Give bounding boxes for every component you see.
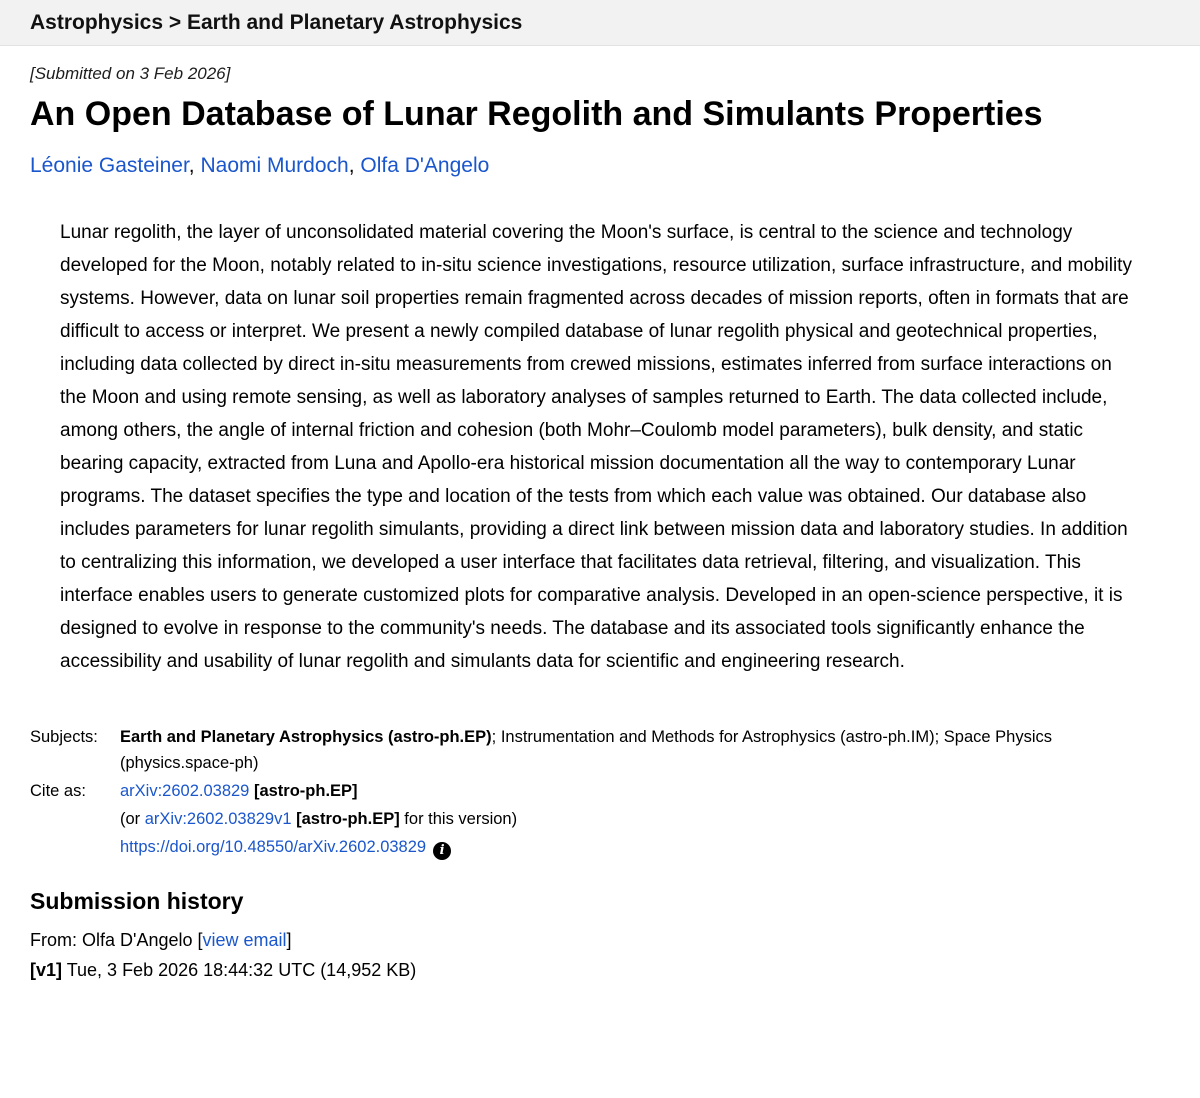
version-timestamp: Tue, 3 Feb 2026 18:44:32 UTC (14,952 KB) [66,960,417,981]
authors-line [30,154,1168,178]
header-bar [0,0,1200,46]
author-link[interactable]: Olfa D'Angelo [360,154,490,178]
version-tag: [v1] [30,960,63,981]
version-suffix: for this version) [399,810,518,829]
cite-as-value [120,778,1168,862]
breadcrumb-category: Earth and Planetary Astrophysics [186,11,523,34]
subjects-label: Subjects: [30,728,98,747]
breadcrumb [30,11,1170,35]
cite-as-row [30,778,1168,862]
submission-v1-line [30,955,1168,985]
subjects-value [120,724,1168,776]
abstract-text: Lunar regolith, the layer of unconsolidated material covering the Moon's surface, is central to the science and technology developed for the Moon, notably related to in-situ science investigations, resource utilization, surface infrastructure, and mobility systems. However, data on lunar soil properties remain fragmented across decades of mission reports, often in formats that are difficult to access or interpret. We present a newly compiled database of lunar regolith physical and geotechnical properties, including data collected by direct in-situ measurements from crewed missions, estimates inferred from surface interactions on the Moon and using remote sensing, as well as laboratory analyses of samples returned to Earth. The data collected include, among others, the angle of internal friction and cohesion (both Mohr–Coulomb model parameters), bulk density, and static bearing capacity, extracted from Luna and Apollo-era historical mission documentation all the way to contemporary Lunar programs. The dataset specifies the type and location of the tests from which each value was obtained. Our database also includes parameters for lunar regolith simulants, providing a direct link between mission data and laboratory studies. In addition to centralizing this information, we developed a user interface that facilitates data retrieval, filtering, and visualization. This interface enables users to generate customized plots for comparative analysis. Developed in an open-science perspective, it is designed to evolve in response to the community's needs. The database and its associated tools significantly enhance the accessibility and usability of lunar regolith and simulants data for scientific and engineering research. [60,222,1132,673]
subjects-row [30,724,1168,776]
version-prefix: (or [120,810,145,829]
submission-history-heading: Submission history [30,888,244,915]
breadcrumb-separator: > [163,11,187,34]
version-category: [astro-ph.EP] [296,810,400,829]
cite-as-label: Cite as: [30,782,86,801]
from-suffix: ] [286,930,292,951]
author-separator: , [348,154,361,178]
arxiv-id-link[interactable]: arXiv:2602.03829 [120,782,250,801]
breadcrumb-archive-link[interactable]: Astrophysics [30,11,164,34]
doi-line [120,834,1168,860]
author-link[interactable]: Naomi Murdoch [200,154,349,178]
submission-from-line [30,925,1168,955]
abstract-content [0,64,1200,1015]
author-separator: , [188,154,201,178]
info-icon[interactable]: i [433,842,451,860]
primary-subject: Earth and Planetary Astrophysics (astro-ph.EP) [120,728,492,747]
paper-title: An Open Database of Lunar Regolith and Simulants Properties [30,95,1043,133]
abstract-block [60,216,1140,678]
arxiv-id-line [120,778,1168,804]
from-text: From: Olfa D'Angelo [ [30,930,203,951]
secondary-subjects: ; Instrumentation and Methods for Astrophysics (astro-ph.IM); Space Physics (physics.space-ph) [120,728,1052,773]
metadata-table [30,724,1168,862]
arxiv-version-link[interactable]: arXiv:2602.03829v1 [144,810,292,829]
arxiv-id-category: [astro-ph.EP] [253,782,358,801]
view-email-link[interactable]: view email [202,930,287,951]
author-link[interactable]: Léonie Gasteiner [30,154,189,178]
submission-date: [Submitted on 3 Feb 2026] [30,64,231,83]
doi-link[interactable]: https://doi.org/10.48550/arXiv.2602.03829 [120,838,427,857]
arxiv-version-line [120,806,1168,832]
